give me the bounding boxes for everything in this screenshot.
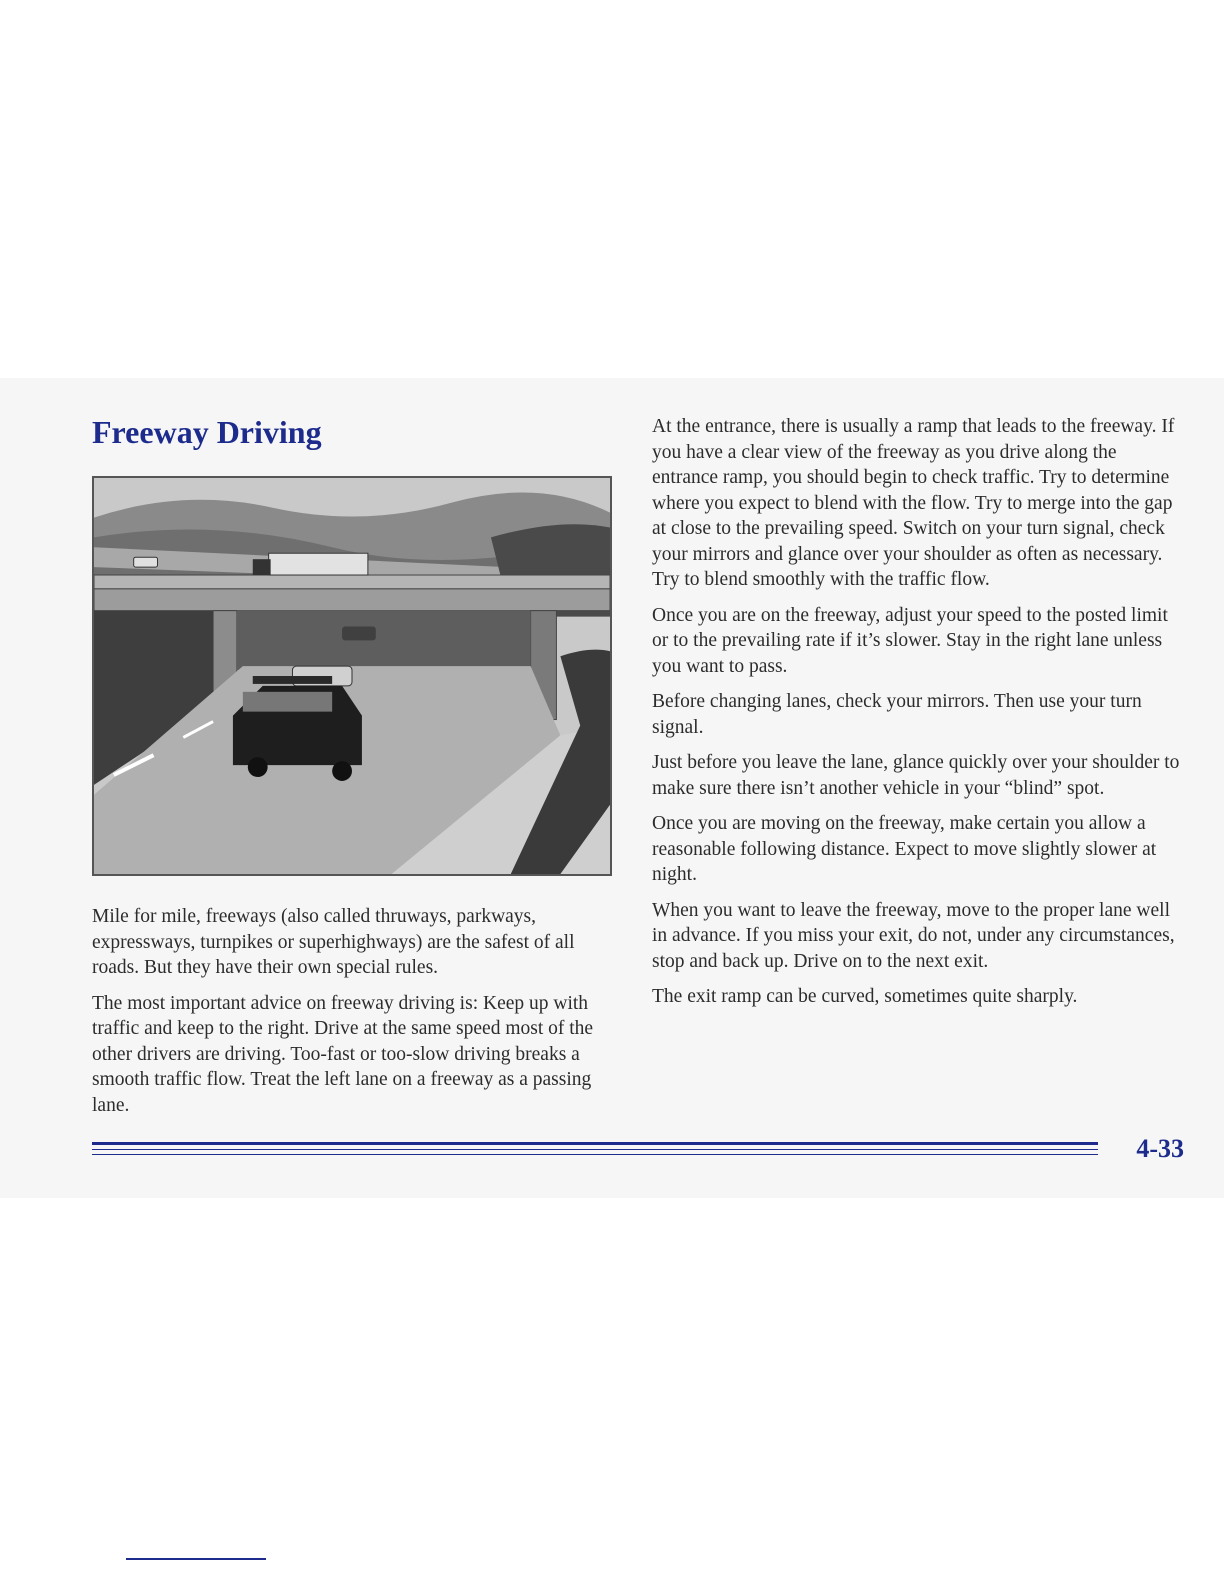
paragraph: The most important advice on freeway driving is: Keep up with traffic and keep to the right. Drive at the same speed most of the other drivers are driving. Too-fast or too-slow driving breaks a smooth traffic flow. Treat the left lane on a freeway as a passing lane. — [92, 992, 594, 1116]
paragraph: Once you are moving on the freeway, make certain you allow a reasonable following distance. Expect to move slightly slower at night. — [652, 813, 1157, 885]
paragraph: When you want to leave the freeway, move to the proper lane well in advance. If you miss your exit, do not, under any circumstances, stop and back up. Drive on to the next exit. — [652, 899, 1175, 972]
left-column — [92, 410, 614, 1116]
bottom-mark-rule — [126, 1558, 266, 1560]
distant-car — [342, 627, 376, 641]
wagon-wheel — [248, 757, 268, 777]
left-text — [92, 904, 614, 1128]
paragraph: Mile for mile, freeways (also called thruways, parkways, expressways, turnpikes or superhighways) are the safest of all roads. But they have their own special rules. — [92, 906, 575, 978]
paragraph: Once you are on the freeway, adjust your speed to the posted limit or to the prevailing rate if it’s slower. Stay in the right lane unless you want to pass. — [652, 604, 1168, 677]
overpass-railing — [94, 575, 610, 589]
paragraph: Just before you leave the lane, glance quickly over your shoulder to make sure there isn’t another vehicle in your “blind” spot. — [652, 752, 1180, 799]
freeway-overpass-illustration — [92, 476, 612, 876]
wagon-rear-window — [243, 692, 332, 712]
section-title: Freeway Driving — [92, 414, 322, 450]
paragraph: The exit ramp can be curved, sometimes quite sharply. — [652, 986, 1078, 1007]
far-car — [134, 557, 158, 567]
freeway-overpass-illustration-svg — [94, 478, 610, 874]
overpass-deck — [94, 589, 610, 611]
wagon-roof-rack — [253, 676, 332, 684]
paragraph: At the entrance, there is usually a ramp that leads to the freeway. If you have a clear view of the freeway as you drive along the entrance ramp, you should begin to check traffic. Try to determine where you expect to blend with the flow. Try to merge into the gap at close to the prevailing speed. Switch on your turn signal, check your mirrors and glance over your shoulder as often as necessary. Try to blend smoothly with the traffic flow. — [652, 416, 1175, 590]
truck-on-overpass — [269, 553, 368, 575]
footer-rules — [92, 1142, 1098, 1155]
paragraph: Before changing lanes, check your mirrors. Then use your turn signal. — [652, 691, 1142, 738]
page-number: 4-33 — [1136, 1134, 1184, 1163]
right-column — [652, 414, 1182, 1020]
underpass-shade — [237, 611, 531, 670]
wagon-wheel — [332, 761, 352, 781]
truck-cab — [253, 559, 271, 575]
footer-rule-thin — [92, 1154, 1098, 1155]
